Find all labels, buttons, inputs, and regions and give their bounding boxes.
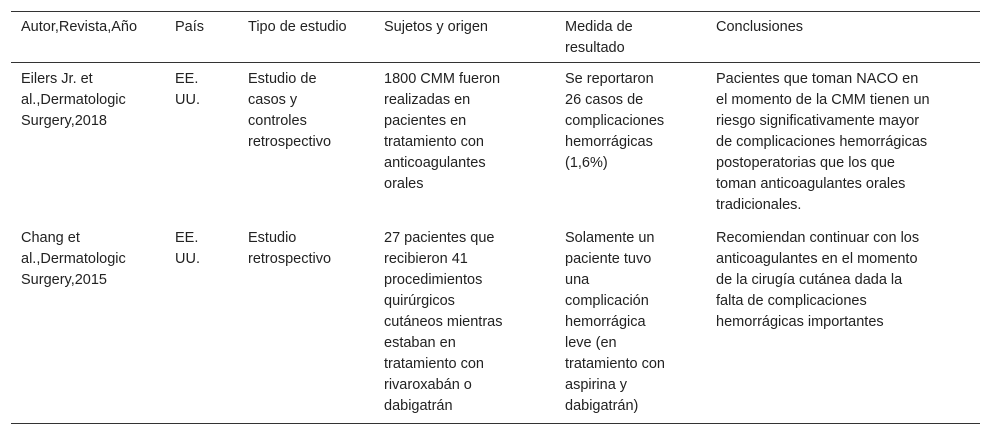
cell-line: postoperatorias que los que xyxy=(716,155,895,171)
cell-line: 1800 CMM fueron xyxy=(384,71,501,87)
cell-line: complicaciones xyxy=(565,113,665,129)
cell-line: Pacientes que toman NACO en xyxy=(716,71,919,87)
cell-line: realizadas en xyxy=(384,92,471,108)
cell-line: complicación xyxy=(565,293,649,309)
cell-line: de complicaciones hemorrágicas xyxy=(716,134,928,150)
cell-line: al.,Dermatologic xyxy=(21,251,126,267)
header-tipo: Tipo de estudio xyxy=(248,19,347,35)
cell-conclusiones xyxy=(706,222,980,424)
cell-line: Eilers Jr. et xyxy=(21,71,93,87)
cell-line: EE. xyxy=(175,71,199,87)
cell-line: rivaroxabán o xyxy=(384,377,472,393)
cell-tipo xyxy=(238,222,374,424)
header-pais: País xyxy=(175,19,205,35)
cell-line: EE. xyxy=(175,230,199,246)
header-sujetos: Sujetos y origen xyxy=(384,19,488,35)
cell-line: retrospectivo xyxy=(248,134,332,150)
cell-line: tratamiento con xyxy=(384,134,484,150)
cell-medida xyxy=(555,222,706,424)
cell-line: aspirina y xyxy=(565,377,628,393)
cell-pais xyxy=(165,222,238,424)
header-conclusiones: Conclusiones xyxy=(716,19,804,35)
cell-line: toman anticoagulantes orales xyxy=(716,176,906,192)
cell-line: 27 pacientes que xyxy=(384,230,495,246)
cell-line: hemorrágica xyxy=(565,314,646,330)
cell-line: el momento de la CMM tienen un xyxy=(716,92,930,108)
cell-line: hemorrágicas importantes xyxy=(716,314,884,330)
cell-line: anticoagulantes xyxy=(384,155,486,171)
cell-line: hemorrágicas xyxy=(565,134,653,150)
cell-line: al.,Dermatologic xyxy=(21,92,126,108)
cell-line: de la cirugía cutánea dada la xyxy=(716,272,903,288)
cell-pais xyxy=(165,63,238,223)
cell-line: Recomiendan continuar con los xyxy=(716,230,920,246)
cell-line: leve (en xyxy=(565,335,617,351)
cell-line: estaban en xyxy=(384,335,456,351)
cell-line: Se reportaron xyxy=(565,71,654,87)
cell-line: Estudio xyxy=(248,230,297,246)
cell-line: (1,6%) xyxy=(565,155,608,171)
cell-line: dabigatrán xyxy=(384,398,453,414)
cell-medida xyxy=(555,63,706,223)
cell-autor xyxy=(11,222,165,424)
cell-line: Solamente un xyxy=(565,230,655,246)
cell-line: falta de complicaciones xyxy=(716,293,867,309)
header-autor: Autor,Revista,Año xyxy=(21,19,138,35)
cell-line: recibieron 41 xyxy=(384,251,468,267)
cell-line: tratamiento con xyxy=(565,356,665,372)
cell-line: quirúrgicos xyxy=(384,293,455,309)
cell-sujetos xyxy=(374,222,555,424)
cell-autor xyxy=(11,63,165,223)
table-row xyxy=(11,222,980,424)
cell-tipo xyxy=(238,63,374,223)
cell-line: controles xyxy=(248,113,307,129)
cell-line: paciente tuvo xyxy=(565,251,652,267)
cell-line: Surgery,2018 xyxy=(21,113,107,129)
cell-line: pacientes en xyxy=(384,113,467,129)
table-row xyxy=(11,63,980,223)
cell-line: casos y xyxy=(248,92,298,108)
cell-line: UU. xyxy=(175,251,200,267)
cell-line: anticoagulantes en el momento xyxy=(716,251,918,267)
cell-line: tradicionales. xyxy=(716,197,802,213)
cell-line: dabigatrán) xyxy=(565,398,639,414)
cell-line: UU. xyxy=(175,92,200,108)
cell-line: riesgo significativamente mayor xyxy=(716,113,920,129)
cell-line: una xyxy=(565,272,590,288)
cell-line: retrospectivo xyxy=(248,251,332,267)
cell-line: cutáneos mientras xyxy=(384,314,503,330)
header-medida: Medida de resultado xyxy=(565,19,633,56)
cell-sujetos xyxy=(374,63,555,223)
cell-line: orales xyxy=(384,176,424,192)
cell-line: Surgery,2015 xyxy=(21,272,107,288)
cell-conclusiones xyxy=(706,63,980,223)
cell-line: tratamiento con xyxy=(384,356,484,372)
cell-line: procedimientos xyxy=(384,272,483,288)
cell-line: Chang et xyxy=(21,230,80,246)
studies-table xyxy=(11,11,980,424)
cell-line: 26 casos de xyxy=(565,92,644,108)
cell-line: Estudio de xyxy=(248,71,317,87)
header-row xyxy=(11,12,980,63)
